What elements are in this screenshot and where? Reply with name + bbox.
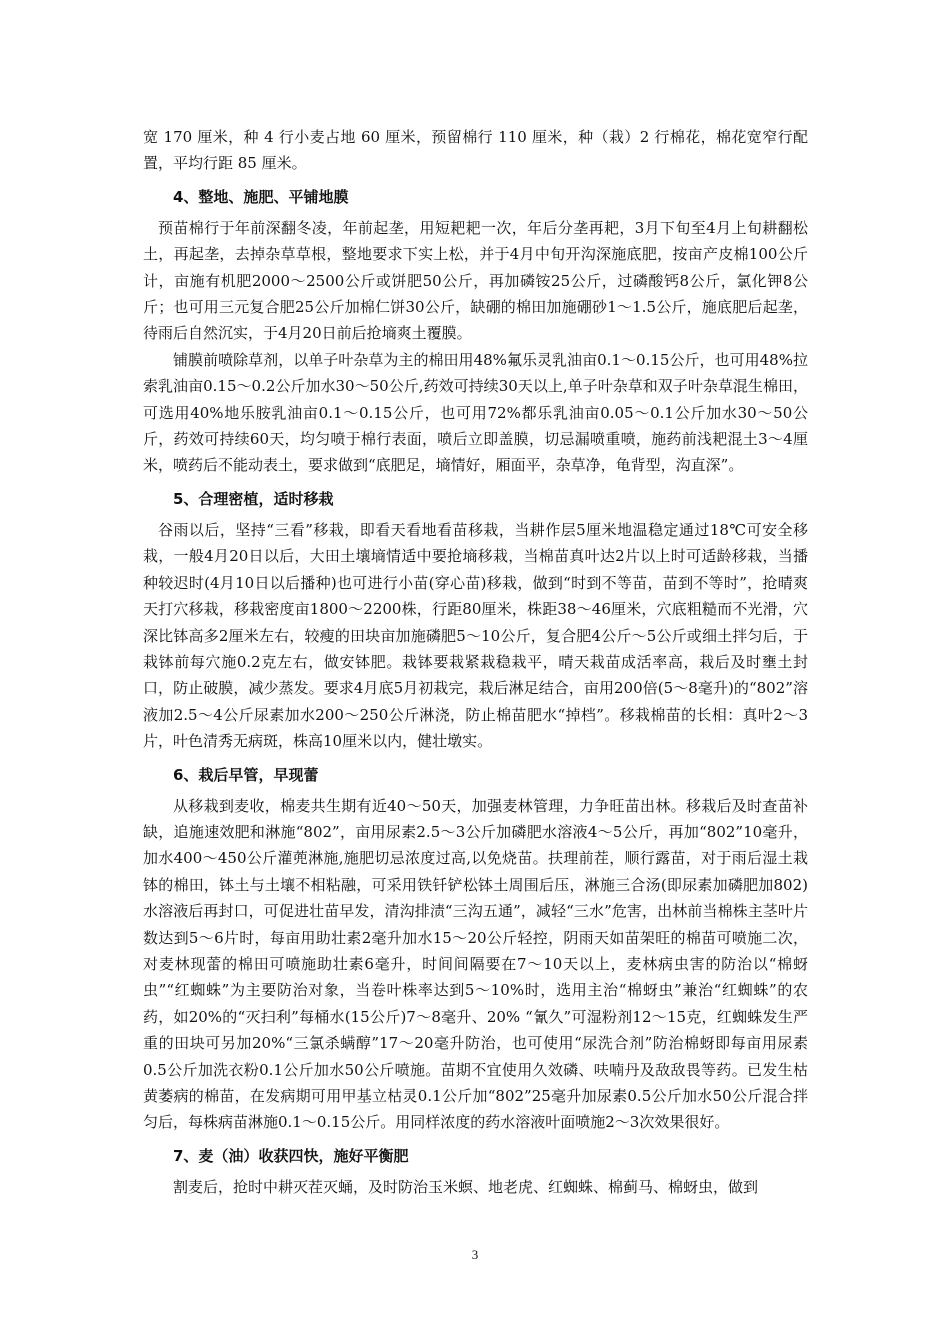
page-number: 3 (471, 1247, 479, 1262)
section-heading-7: 7、麦（油）收获四快，施好平衡肥 (173, 1146, 409, 1165)
paragraph-continued: 宽 170 厘米，种 4 行小麦占地 60 厘米，预留棉行 110 厘米，种（栽）2 行棉花，棉花宽窄行配置，平均行距 85 厘米。 (143, 128, 808, 173)
page-body (143, 124, 808, 1200)
paragraph-soil-prep: 预苗棉行于年前深翻冬凌，年前起垄，用短耙耙一次，年后分垄再耙，3月下旬至4月上旬耕翻松土，再起垄，去掉杂草草根，整地要求下实上松，并于4月中旬开沟深施底肥，按亩产皮棉100公斤计，亩施有机肥2000～2500公斤或饼肥50公斤，再加磷铵25公斤，过磷酸钙8公斤，氯化钾8公斤；也可用三元复合肥25公斤加棉仁饼30公斤，缺硼的棉田加施硼砂1～1.5公斤，施底肥后起垄，待雨后自然沉实，于4月20日前后抢墒爽土覆膜。 (143, 218, 808, 343)
section-heading-5: 5、合理密植，适时移栽 (173, 489, 334, 508)
paragraph-early-management: 从移栽到麦收，棉麦共生期有近40～50天，加强麦林管理，力争旺苗出林。移栽后及时查苗补缺，追施速效肥和淋施“802”，亩用尿素2.5～3公斤加磷肥水溶液4～5公斤，再加“802”10毫升，加水400～450公斤灌蔸淋施,施肥切忌浓度过高,以免烧苗。扶理前茬，顺行露苗，对于雨后湿土栽钵的棉田，钵土与土壤不相粘融，可采用铁钎铲松钵土周围后压，淋施三合汤(即尿素加磷肥加802)水溶液后再封口，可促进壮苗早发，清沟排渍“三沟五通”，减轻“三水”危害，出林前当棉株主茎叶片数达到5～6片时，每亩用助壮素2毫升加水15～20公斤轻控，阴雨天如苗架旺的棉苗可喷施二次，对麦林现蕾的棉田可喷施助壮素6毫升，时间间隔要在7～10天以上，麦林病虫害的防治以“棉蚜虫”“红蜘蛛”为主要防治对象，当卷叶株率达到5～10%时，选用主治“棉蚜虫”兼治“红蜘蛛”的农药，如20%的“灭扫利”每桶水(15公斤)7～8毫升、20% “氰久”可湿粉剂12～15克，红蜘蛛发生严重的田块可另加20%“三氯杀螨醇”17～20毫升防治，也可使用“尿洗合剂”防治棉蚜即每亩用尿素0.5公斤加洗衣粉0.1公斤加水50公斤喷施。苗期不宜使用久效磷、呋喃丹及敌敌畏等药。已发生枯黄萎病的棉苗，在发病期可用甲基立枯灵0.1公斤加“802”25毫升加尿素0.5公斤加水50公斤混合拌匀后，每株病苗淋施0.1～0.15公斤。用同样浓度的药水溶液叶面喷施2～3次效果很好。 (143, 796, 808, 1132)
section-heading-4: 4、整地、施肥、平铺地膜 (173, 187, 349, 206)
paragraph-harvest: 割麦后，抢时中耕灭茬灭蛹，及时防治玉米螟、地老虎、红蜘蛛、棉蓟马、棉蚜虫，做到 (173, 1177, 759, 1196)
section-heading-6: 6、栽后早管，早现蕾 (173, 765, 319, 784)
paragraph-transplant: 谷雨以后，坚持“三看”移栽，即看天看地看苗移栽，当耕作层5厘米地温稳定通过18℃可安全移栽，一般4月20日以后，大田土壤墒情适中要抢墒移栽，当棉苗真叶达2片以上时可适龄移栽，当播种较迟时(4月10日以后播种)也可进行小苗(穿心苗)移栽，做到“时到不等苗，苗到不等时”，抢晴爽天打穴移栽，移栽密度亩1800～2200株，行距80厘米，株距38～46厘米，穴底粗糙而不光滑，穴深比钵高多2厘米左右，较瘦的田块亩加施磷肥5～10公斤，复合肥4公斤～5公斤或细土拌匀后，于栽钵前每穴施0.2克左右，做安钵肥。栽钵要栽紧栽稳栽平，晴天栽苗成活率高，栽后及时壅土封口，防止破膜，减少蒸发。要求4月底5月初栽完，栽后淋足结合，亩用200倍(5～8毫升)的“802”溶液加2.5～4公斤尿素加水200～250公斤淋浇，防止棉苗肥水“掉档”。移栽棉苗的长相：真叶2～3片，叶色清秀无病斑，株高10厘米以内，健壮墩实。 (143, 520, 808, 751)
paragraph-herbicide: 铺膜前喷除草剂，以单子叶杂草为主的棉田用48%氟乐灵乳油亩0.1～0.15公斤，也可用48%拉索乳油亩0.15～0.2公斤加水30～50公斤,药效可持续30天以上,单子叶杂草和双子叶杂草混生棉田，可选用40%地乐胺乳油亩0.1～0.15公斤，也可用72%都乐乳油亩0.05～0.1公斤加水30～50公斤，药效可持续60天，均匀喷于棉行表面，喷后立即盖膜，切忌漏喷重喷，施药前浅耙混土3～4厘米，喷药后不能动表土，要求做到“底肥足，墒情好，厢面平，杂草净，龟背型，沟直深”。 (143, 350, 808, 475)
